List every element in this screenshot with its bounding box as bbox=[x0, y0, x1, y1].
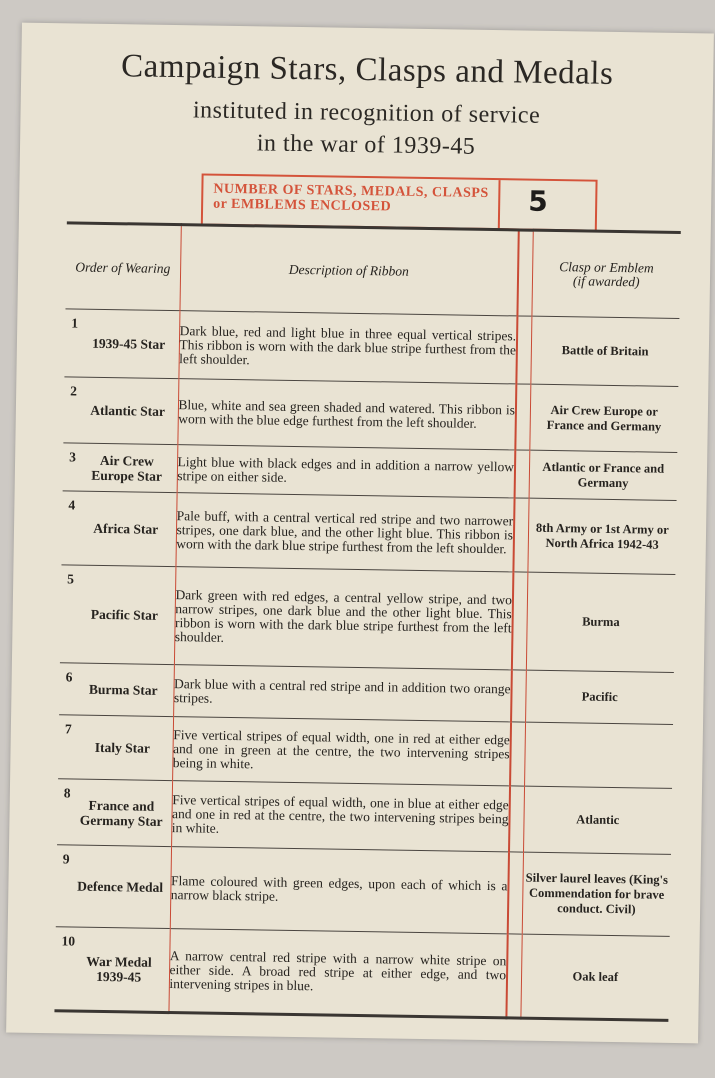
ribbon-description: A narrow central red stripe with a narrow white stripe on either side. A broad red stripe at either edge, and two intervening stripes in blue. bbox=[168, 929, 507, 1018]
medal-name: 1939-45 Star bbox=[92, 335, 166, 352]
row-order-cell bbox=[63, 377, 178, 445]
page-title: Campaign Stars, Clasps and Medals bbox=[120, 48, 614, 92]
row-number: 2 bbox=[70, 383, 78, 399]
row-number: 6 bbox=[65, 669, 73, 685]
table-row bbox=[64, 309, 679, 387]
clasp-or-emblem: Battle of Britain bbox=[530, 316, 679, 386]
medal-name: Air Crew Europe Star bbox=[91, 452, 163, 484]
row-order-cell bbox=[54, 927, 169, 1013]
medal-name: Atlantic Star bbox=[90, 402, 166, 419]
row-order-cell bbox=[59, 663, 174, 717]
medal-name: Pacific Star bbox=[90, 606, 159, 623]
table-row bbox=[58, 715, 673, 789]
header-clasp-note: (if awarded) bbox=[572, 273, 640, 290]
clasp-or-emblem: Oak leaf bbox=[520, 934, 669, 1020]
ribbon-description: Dark blue, red and light blue in three equal vertical stripes. This ribbon is worn with the dark blue stripe furthest from the left shoulder. bbox=[178, 311, 517, 384]
row-order-cell bbox=[63, 443, 178, 493]
table-row bbox=[57, 779, 672, 855]
page-subtitle-line-2: in the war of 1939-45 bbox=[256, 130, 476, 160]
table-row bbox=[61, 491, 676, 575]
ribbon-description: Pale buff, with a central vertical red stripe and two narrower stripes, one dark blue, and the other light blue. This ribbon is worn with the dark blue stripe furthest from the left shoulder. bbox=[175, 493, 514, 572]
row-order-cell bbox=[61, 491, 176, 567]
clasp-or-emblem bbox=[524, 722, 673, 788]
row-number: 5 bbox=[67, 571, 75, 587]
stamp-label: NUMBER OF STARS, MEDALS, CLASPS or EMBLEMS ENCLOSED bbox=[203, 175, 501, 228]
table-row bbox=[54, 927, 669, 1021]
clasp-or-emblem: Silver laurel leaves (King's Commendation for brave conduct. Civil) bbox=[522, 852, 671, 936]
enclosed-count-stamp bbox=[201, 173, 598, 231]
clasp-or-emblem: Air Crew Europe or France and Germany bbox=[529, 384, 678, 452]
table-row bbox=[56, 845, 671, 937]
ribbon-description: Dark blue with a central red stripe and in addition two orange stripes. bbox=[173, 665, 512, 722]
table-row bbox=[59, 663, 674, 725]
ribbon-description: Blue, white and sea green shaded and watered. This ribbon is worn with the blue edge furthest from the left shoulder. bbox=[177, 379, 516, 450]
row-order-cell bbox=[60, 565, 176, 665]
row-number: 3 bbox=[69, 449, 77, 465]
header-order-of-wearing: Order of Wearing bbox=[65, 223, 180, 311]
ribbon-description: Five vertical stripes of equal width, one in blue at either edge and one in red at the centre, the two intervening stripes being in white. bbox=[171, 781, 510, 852]
document-sheet bbox=[6, 23, 714, 1044]
row-number: 4 bbox=[68, 497, 76, 513]
medal-name: Burma Star bbox=[88, 681, 158, 698]
row-number: 9 bbox=[62, 851, 70, 867]
row-number: 8 bbox=[63, 785, 71, 801]
row-order-cell bbox=[56, 845, 171, 929]
medal-name: Italy Star bbox=[94, 739, 151, 756]
ribbon-description: Dark green with red edges, a central yellow stripe, and two narrow stripes, one dark blue and the other light blue. This ribbon is worn with the dark blue stripe furthest from the left shoulder. bbox=[174, 567, 513, 670]
clasp-or-emblem: Pacific bbox=[525, 670, 674, 724]
row-order-cell bbox=[58, 715, 173, 781]
header-description-of-ribbon: Description of Ribbon bbox=[179, 225, 518, 316]
header-spacer bbox=[517, 230, 532, 316]
medals-table bbox=[54, 221, 680, 1022]
medal-name: Defence Medal bbox=[77, 878, 164, 895]
medal-name: Africa Star bbox=[93, 520, 159, 537]
ribbon-description: Light blue with black edges and in addition a narrow yellow stripe on either side. bbox=[177, 445, 516, 498]
clasp-or-emblem: Burma bbox=[526, 572, 676, 672]
row-order-cell bbox=[57, 779, 172, 847]
table-header-row bbox=[65, 223, 680, 319]
ribbon-description: Five vertical stripes of equal width, one in red at either edge and one in green at the centre, the two intervening stripes being in white. bbox=[172, 717, 511, 786]
table-row bbox=[63, 377, 678, 453]
row-number: 10 bbox=[61, 933, 76, 949]
clasp-or-emblem: 8th Army or 1st Army or North Africa 1942-43 bbox=[527, 498, 676, 574]
row-order-cell bbox=[64, 309, 179, 379]
row-number: 7 bbox=[64, 721, 72, 737]
ribbon-description: Flame coloured with green edges, upon each of which is a narrow black stripe. bbox=[170, 847, 509, 934]
medal-name: War Medal 1939-45 bbox=[86, 953, 152, 985]
clasp-or-emblem: Atlantic or France and Germany bbox=[529, 450, 678, 500]
medal-name: France and Germany Star bbox=[79, 797, 163, 829]
header-clasp-label: Clasp or Emblem bbox=[559, 259, 654, 276]
header-clasp-or-emblem bbox=[531, 230, 680, 318]
row-number: 1 bbox=[71, 315, 79, 331]
table-row bbox=[60, 565, 675, 673]
page-subtitle-line-1: instituted in recognition of service bbox=[192, 97, 541, 129]
stamp-handwritten-count: 5 bbox=[527, 184, 548, 218]
clasp-or-emblem: Atlantic bbox=[523, 786, 672, 854]
